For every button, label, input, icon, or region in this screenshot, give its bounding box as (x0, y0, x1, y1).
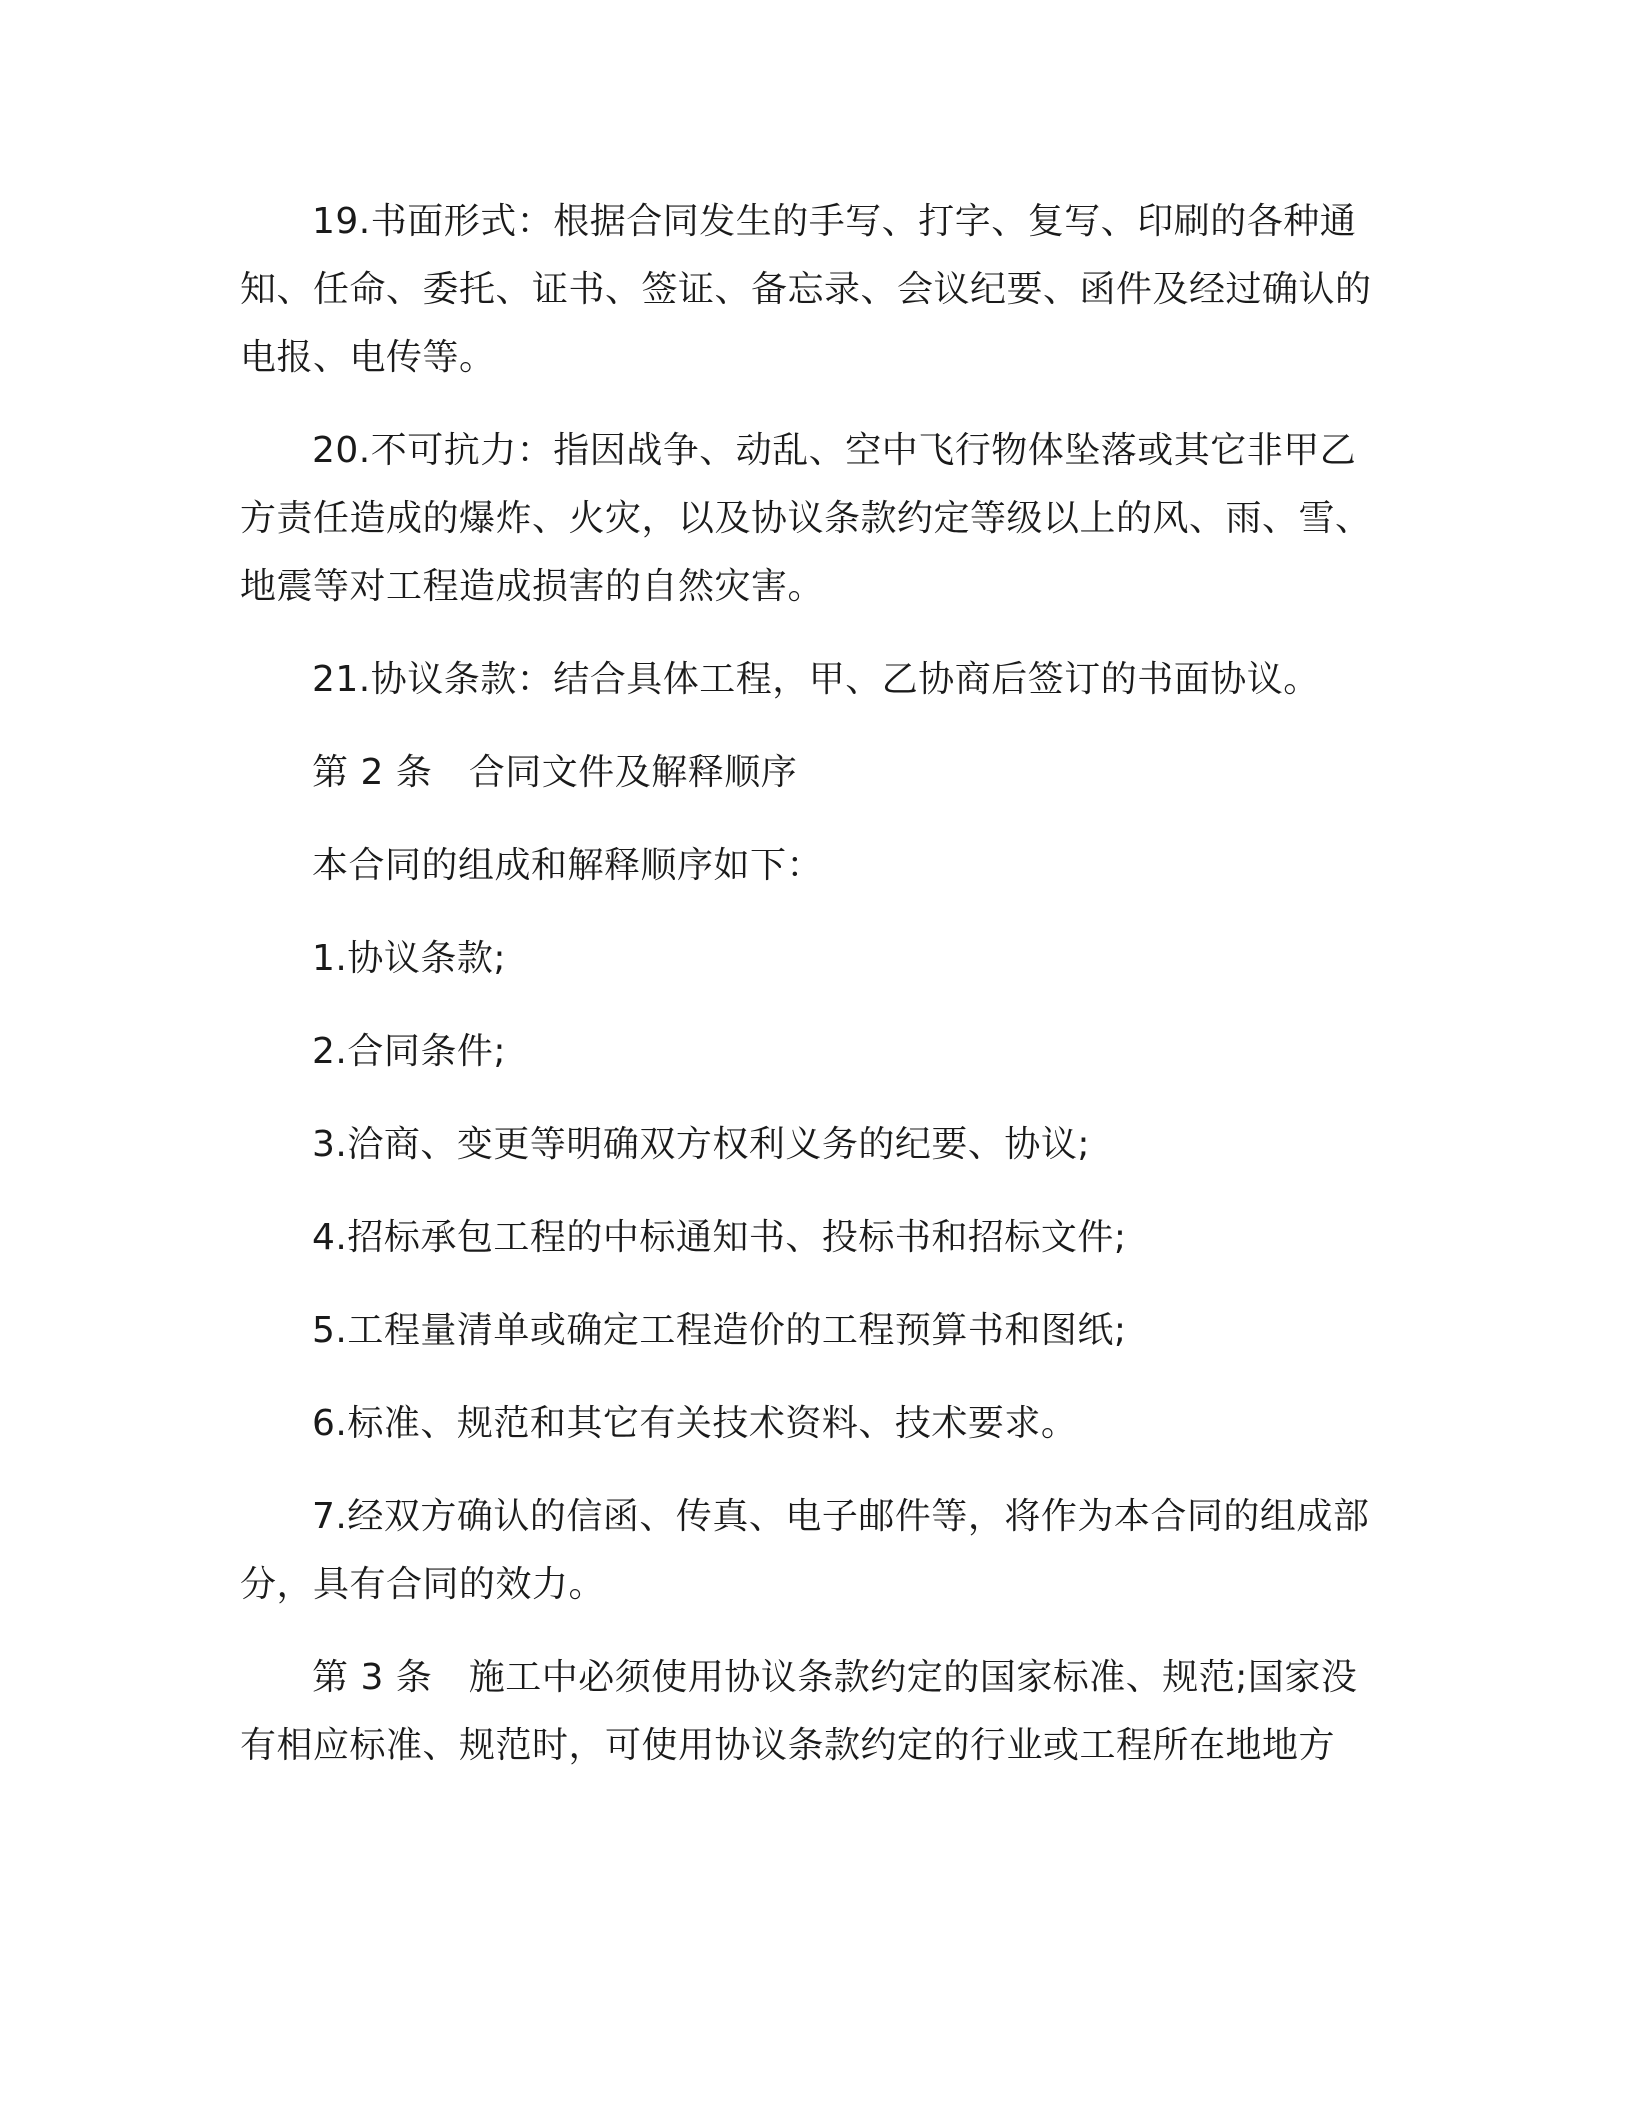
paragraph-written-form: 19.书面形式：根据合同发生的手写、打字、复写、印刷的各种通知、任命、委托、证书、签证、备忘录、会议纪要、函件及经过确认的电报、电传等。 (240, 201, 1372, 378)
paragraph-order-intro: 本合同的组成和解释顺序如下： (312, 845, 824, 886)
paragraph-agreement-terms: 21.协议条款：结合具体工程，甲、乙协商后签订的书面协议。 (312, 659, 1320, 700)
list-item-7: 7.经双方确认的信函、传真、电子邮件等，将作为本合同的组成部分，具有合同的效力。 (240, 1496, 1370, 1605)
list-item-5: 5.工程量清单或确定工程造价的工程预算书和图纸; (312, 1310, 1127, 1351)
list-item-4: 4.招标承包工程的中标通知书、投标书和招标文件; (312, 1217, 1127, 1258)
article-2-heading: 第 2 条 合同文件及解释顺序 (312, 752, 798, 793)
paragraph-force-majeure: 20.不可抗力：指因战争、动乱、空中飞行物体坠落或其它非甲乙方责任造成的爆炸、火灾，以及协议条款约定等级以上的风、雨、雪、地震等对工程造成损害的自然灾害。 (240, 430, 1372, 607)
document-body (240, 188, 1372, 1805)
list-item-3: 3.洽商、变更等明确双方权利义务的纪要、协议; (312, 1124, 1090, 1165)
list-item-6: 6.标准、规范和其它有关技术资料、技术要求。 (312, 1403, 1078, 1444)
list-item-1: 1.协议条款; (312, 938, 506, 979)
list-item-2: 2.合同条件; (312, 1031, 506, 1072)
article-3-paragraph: 第 3 条 施工中必须使用协议条款约定的国家标准、规范;国家没有相应标准、规范时，可使用协议条款约定的行业或工程所在地地方 (240, 1657, 1358, 1766)
